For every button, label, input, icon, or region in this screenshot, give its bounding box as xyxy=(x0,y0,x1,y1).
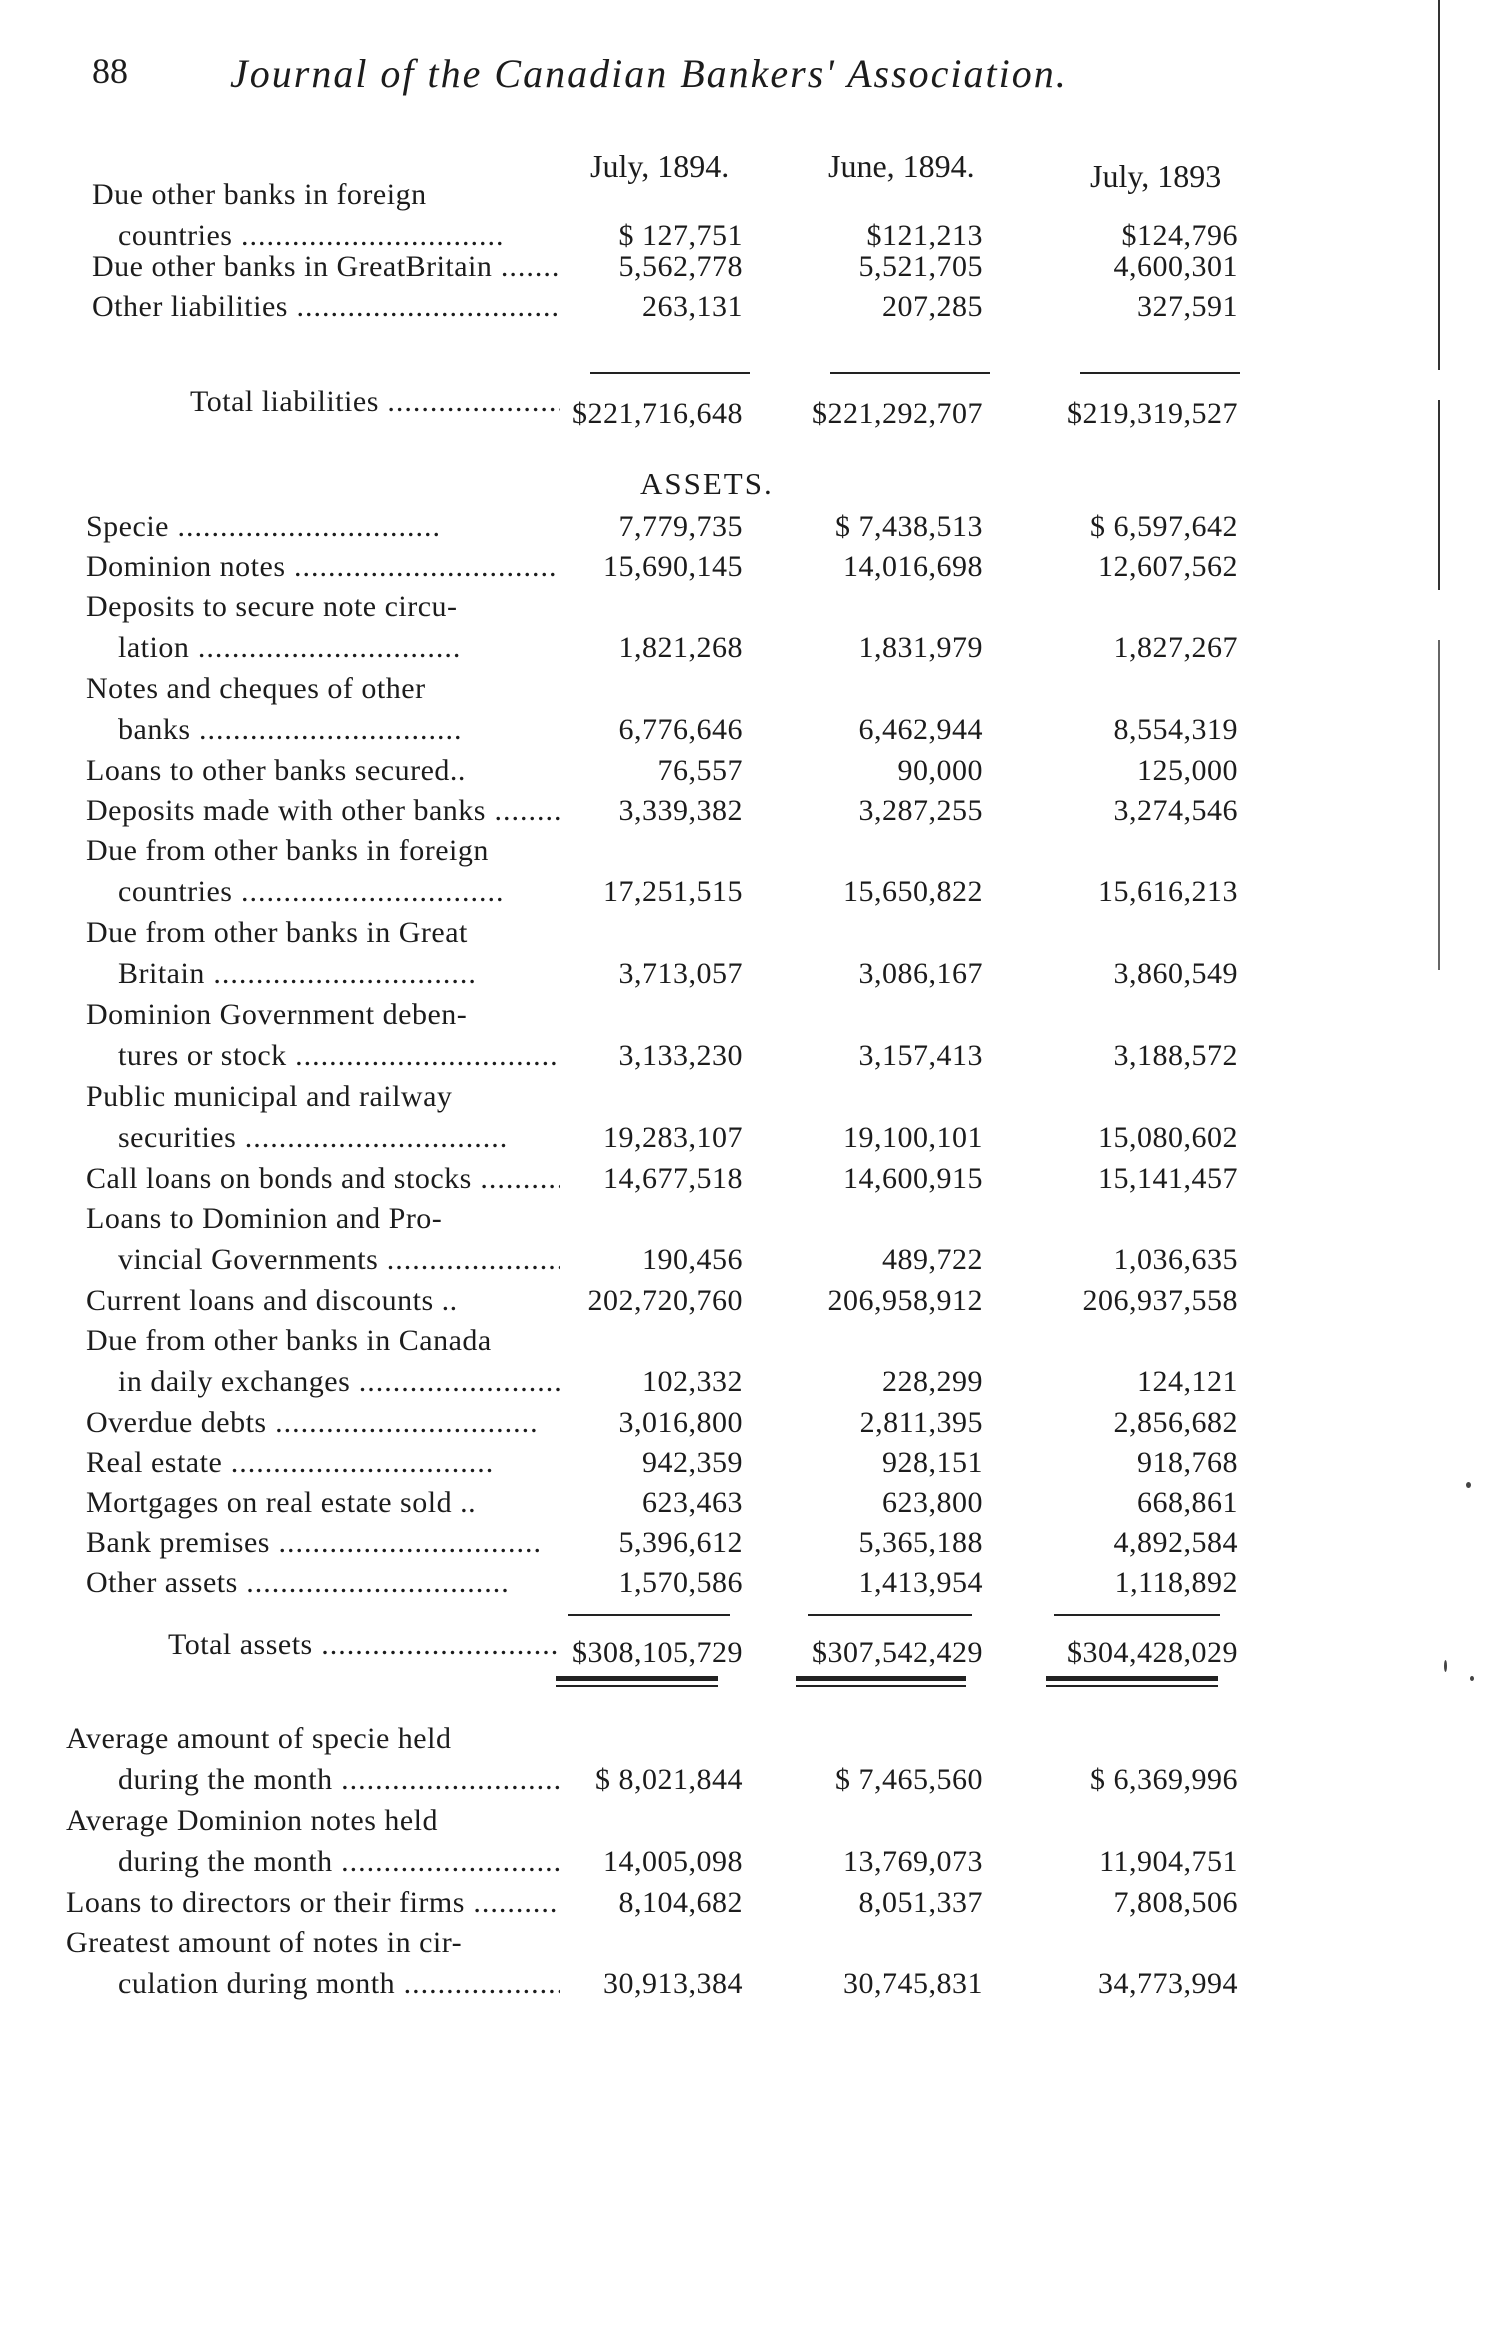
total-liabilities-label: Total liabilities ..... xyxy=(190,385,560,419)
row-label: Average Dominion notes held xyxy=(66,1804,439,1837)
row-label: Current loans and discounts .. xyxy=(86,1284,458,1317)
total-liabilities-value: $219,319,527 xyxy=(1067,397,1238,430)
cell-value: 2,856,682 xyxy=(1113,1406,1238,1439)
cell-value: 11,904,751 xyxy=(1099,1844,1238,1878)
cell-value: 17,251,515 xyxy=(603,874,743,908)
row-label: Specie ..... xyxy=(86,510,560,544)
page-number: 88 xyxy=(92,51,128,91)
cell-value: 918,768 xyxy=(1137,1446,1238,1479)
cell-value: 15,650,822 xyxy=(843,874,983,908)
cell-value: $124,796 xyxy=(1121,218,1238,252)
cell-value: 1,831,979 xyxy=(858,630,983,664)
cell-value: 12,607,562 xyxy=(1098,550,1238,583)
subtotal-rule xyxy=(808,1614,972,1616)
cell-value: 76,557 xyxy=(657,754,743,787)
row-label: banks ..... xyxy=(118,713,560,747)
cell-value: 5,396,612 xyxy=(618,1526,743,1559)
row-label: Due from other banks in foreign xyxy=(86,834,489,867)
total-liabilities-value: $221,292,707 xyxy=(812,397,983,430)
cell-value: 34,773,994 xyxy=(1098,1966,1238,2000)
cell-value: 6,776,646 xyxy=(618,712,743,746)
total-assets-value: $307,542,429 xyxy=(812,1636,983,1669)
cell-value: 90,000 xyxy=(897,754,983,787)
cell-value: $ 7,438,513 xyxy=(835,510,983,543)
row-label: Mortgages on real estate sold .. xyxy=(86,1486,477,1519)
cell-value: 3,287,255 xyxy=(858,794,983,827)
cell-value: 3,086,167 xyxy=(858,956,983,990)
cell-value: 14,005,098 xyxy=(603,1844,743,1878)
margin-line xyxy=(1438,400,1440,590)
cell-value: 928,151 xyxy=(882,1446,983,1479)
cell-value: 125,000 xyxy=(1137,754,1238,787)
subtotal-rule xyxy=(568,1614,730,1616)
cell-value: 7,808,506 xyxy=(1113,1886,1238,1919)
row-label: Average amount of specie held xyxy=(66,1722,452,1755)
row-label: Greatest amount of notes in cir- xyxy=(66,1926,463,1959)
total-liabilities-value: $221,716,648 xyxy=(572,397,743,430)
cell-value: 102,332 xyxy=(642,1364,743,1398)
column-header-june-1894: June, 1894. xyxy=(828,148,975,184)
total-assets-value: $304,428,029 xyxy=(1067,1636,1238,1669)
subtotal-rule xyxy=(590,372,750,374)
cell-value: 3,274,546 xyxy=(1113,794,1238,827)
cell-value: 3,133,230 xyxy=(618,1038,743,1072)
cell-value: 3,713,057 xyxy=(618,956,743,990)
row-label: Overdue debts ..... xyxy=(86,1406,560,1440)
cell-value: 207,285 xyxy=(882,290,983,323)
column-header-july-1893: July, 1893 xyxy=(1090,158,1222,194)
row-label: lation ..... xyxy=(118,631,560,665)
cell-value: 15,080,602 xyxy=(1098,1120,1238,1154)
row-label: tures or stock ..... xyxy=(118,1039,560,1073)
cell-value: 327,591 xyxy=(1137,290,1238,323)
cell-value: 190,456 xyxy=(642,1242,743,1276)
cell-value: 3,157,413 xyxy=(858,1038,983,1072)
assets-section-title: ASSETS. xyxy=(640,466,774,501)
row-label: Public municipal and railway xyxy=(86,1080,453,1113)
cell-value: $ 6,369,996 xyxy=(1090,1762,1238,1796)
cell-value: 8,554,319 xyxy=(1113,712,1238,746)
cell-value: 6,462,944 xyxy=(858,712,983,746)
row-label: Bank premises ..... xyxy=(86,1526,560,1560)
cell-value: 8,051,337 xyxy=(858,1886,983,1919)
cell-value: $121,213 xyxy=(866,218,983,252)
row-label: Real estate ..... xyxy=(86,1446,560,1480)
cell-value: 1,036,635 xyxy=(1113,1242,1238,1276)
cell-value: $ 8,021,844 xyxy=(595,1762,743,1796)
column-header-july-1894: July, 1894. xyxy=(590,148,730,184)
row-label: Dominion Government deben- xyxy=(86,998,468,1031)
cell-value: $ 6,597,642 xyxy=(1090,510,1238,543)
speck xyxy=(1444,1660,1447,1672)
total-assets-value: $308,105,729 xyxy=(572,1636,743,1669)
cell-value: 19,100,101 xyxy=(843,1120,983,1154)
row-label: during the month ..... xyxy=(118,1845,560,1879)
row-label: during the month ..... xyxy=(118,1763,560,1797)
cell-value: 19,283,107 xyxy=(603,1120,743,1154)
row-label: Call loans on bonds and stocks ..... xyxy=(86,1162,560,1196)
cell-value: 623,463 xyxy=(642,1486,743,1519)
row-label: countries ..... xyxy=(118,219,560,253)
journal-title: Journal of the Canadian Bankers' Association. xyxy=(230,51,1068,96)
cell-value: 15,141,457 xyxy=(1098,1162,1238,1195)
cell-value: 942,359 xyxy=(642,1446,743,1479)
cell-value: 14,677,518 xyxy=(603,1162,743,1195)
cell-value: 3,016,800 xyxy=(618,1406,743,1439)
cell-value: 4,892,584 xyxy=(1113,1526,1238,1559)
cell-value: 668,861 xyxy=(1137,1486,1238,1519)
row-label: securities ..... xyxy=(118,1121,560,1155)
cell-value: 228,299 xyxy=(882,1364,983,1398)
row-label: Deposits made with other banks ..... xyxy=(86,794,560,828)
cell-value: 7,779,735 xyxy=(618,510,743,543)
double-rule xyxy=(796,1685,966,1687)
cell-value: 1,821,268 xyxy=(618,630,743,664)
cell-value: 489,722 xyxy=(882,1242,983,1276)
cell-value: 263,131 xyxy=(642,290,743,323)
cell-value: 1,118,892 xyxy=(1114,1566,1238,1599)
cell-value: 1,570,586 xyxy=(618,1566,743,1599)
cell-value: 1,413,954 xyxy=(858,1566,983,1599)
double-rule xyxy=(556,1676,718,1681)
cell-value: 2,811,395 xyxy=(859,1406,983,1439)
double-rule xyxy=(1046,1685,1218,1687)
row-label: vincial Governments ..... xyxy=(118,1243,560,1277)
cell-value: $ 7,465,560 xyxy=(835,1762,983,1796)
subtotal-rule xyxy=(1080,372,1240,374)
cell-value: 3,188,572 xyxy=(1113,1038,1238,1072)
row-label: Deposits to secure note circu- xyxy=(86,590,458,623)
row-label: Due from other banks in Great xyxy=(86,916,468,949)
cell-value: 206,937,558 xyxy=(1082,1284,1238,1317)
cell-value: 13,769,073 xyxy=(843,1844,983,1878)
cell-value: 4,600,301 xyxy=(1113,250,1238,283)
cell-value: 3,339,382 xyxy=(618,794,743,827)
cell-value: 623,800 xyxy=(882,1486,983,1519)
subtotal-rule xyxy=(1054,1614,1220,1616)
row-label: Due other banks in GreatBritain ..... xyxy=(92,250,560,284)
row-label: Due other banks in foreign xyxy=(92,178,427,211)
total-assets-label: Total assets ..... xyxy=(168,1628,560,1662)
cell-value: 202,720,760 xyxy=(587,1284,743,1317)
margin-line xyxy=(1438,0,1440,370)
row-label: in daily exchanges ..... xyxy=(118,1365,560,1399)
row-label: Loans to Dominion and Pro- xyxy=(86,1202,443,1235)
cell-value: 8,104,682 xyxy=(618,1886,743,1919)
row-label: Loans to other banks secured.. xyxy=(86,754,466,787)
cell-value: 30,745,831 xyxy=(843,1966,983,2000)
row-label: Due from other banks in Canada xyxy=(86,1324,492,1357)
row-label: Dominion notes ..... xyxy=(86,550,560,584)
row-label: Loans to directors or their firms ..... xyxy=(66,1886,560,1920)
row-label: Britain ..... xyxy=(118,957,560,991)
cell-value: 14,600,915 xyxy=(843,1162,983,1195)
cell-value: 206,958,912 xyxy=(827,1284,983,1317)
cell-value: 124,121 xyxy=(1137,1364,1238,1398)
row-label: countries ..... xyxy=(118,875,560,909)
cell-value: 30,913,384 xyxy=(603,1966,743,2000)
double-rule xyxy=(796,1676,966,1681)
cell-value: 1,827,267 xyxy=(1113,630,1238,664)
cell-value: 5,562,778 xyxy=(618,250,743,283)
row-label: Notes and cheques of other xyxy=(86,672,426,705)
margin-line xyxy=(1438,640,1440,970)
cell-value: 3,860,549 xyxy=(1113,956,1238,990)
double-rule xyxy=(556,1685,718,1687)
cell-value: 14,016,698 xyxy=(843,550,983,583)
cell-value: 5,521,705 xyxy=(858,250,983,283)
row-label: culation during month ..... xyxy=(118,1967,560,2001)
cell-value: $ 127,751 xyxy=(618,218,743,252)
cell-value: 5,365,188 xyxy=(858,1526,983,1559)
cell-value: 15,690,145 xyxy=(603,550,743,583)
subtotal-rule xyxy=(830,372,990,374)
row-label: Other liabilities ..... xyxy=(92,290,560,324)
speck xyxy=(1466,1482,1471,1488)
cell-value: 15,616,213 xyxy=(1098,874,1238,908)
row-label: Other assets ..... xyxy=(86,1566,560,1600)
double-rule xyxy=(1046,1676,1218,1681)
speck xyxy=(1470,1676,1474,1681)
